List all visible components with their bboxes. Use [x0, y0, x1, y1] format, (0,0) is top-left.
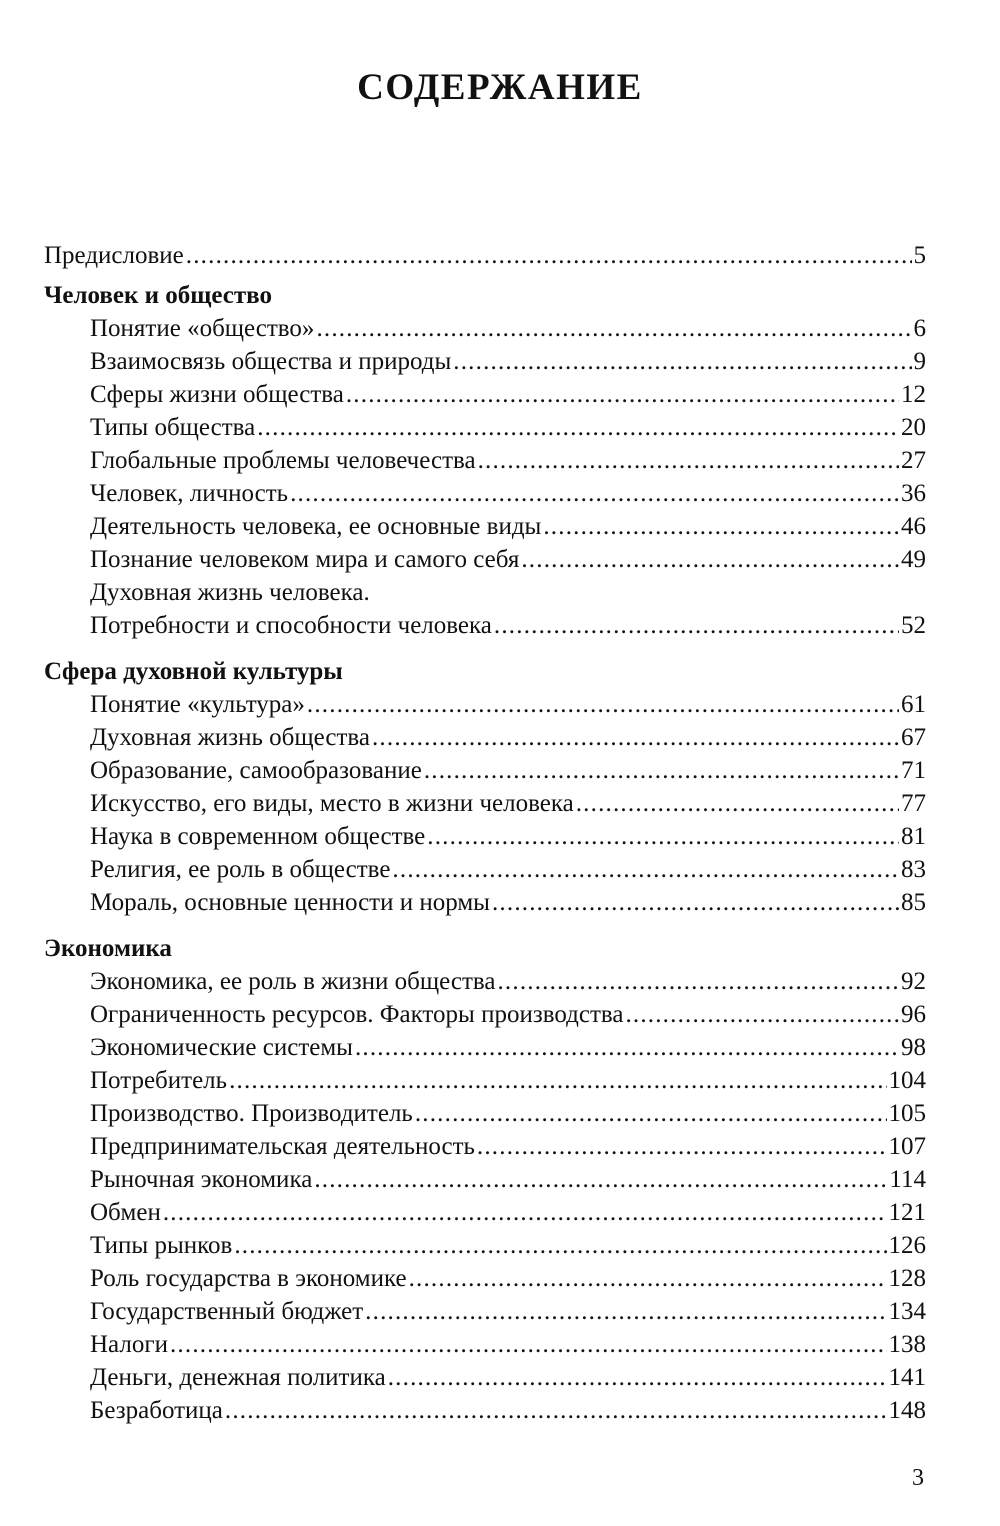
- dot-leader: [229, 1064, 886, 1097]
- toc-entry: [44, 477, 926, 510]
- toc-entry-page: 9: [913, 348, 926, 375]
- dot-leader: [477, 1130, 887, 1163]
- toc-entry: [44, 754, 926, 787]
- toc-entry-label: Глобальные проблемы человечества: [90, 447, 476, 474]
- toc-entry-page: 6: [913, 315, 926, 342]
- toc-entry-page: 46: [901, 513, 926, 540]
- toc-entry-preface: [44, 239, 926, 272]
- toc-entry-label: Экономические системы: [90, 1034, 353, 1061]
- toc-entry-label: Государственный бюджет: [90, 1298, 364, 1325]
- dot-leader: [625, 998, 899, 1031]
- dot-leader: [392, 853, 899, 886]
- toc-entry-page: 83: [901, 856, 926, 883]
- toc-entry: [44, 820, 926, 853]
- dot-leader: [424, 754, 899, 787]
- toc-entry: [44, 965, 926, 998]
- toc-entry-page: 5: [913, 242, 926, 269]
- dot-leader: [492, 886, 899, 919]
- page-title: СОДЕРЖАНИЕ: [357, 67, 643, 108]
- dot-leader: [346, 378, 899, 411]
- toc-entry-page: 98: [901, 1034, 926, 1061]
- toc-entry-page: 121: [888, 1199, 926, 1226]
- dot-leader: [355, 1031, 899, 1064]
- toc-entry-page: 92: [901, 968, 926, 995]
- toc-entry-page: 12: [901, 381, 926, 408]
- toc-entry-label: Образование, самообразование: [90, 757, 422, 784]
- toc-entry-page: 105: [888, 1100, 926, 1127]
- toc-entry: [44, 1361, 926, 1394]
- toc-entry: [44, 345, 926, 378]
- toc-entry-page: 126: [888, 1232, 926, 1259]
- section-heading: Экономика: [44, 935, 172, 962]
- toc-entry-label: Экономика, ее роль в жизни общества: [90, 968, 496, 995]
- toc-entry-label: Сферы жизни общества: [90, 381, 344, 408]
- dot-leader: [372, 721, 899, 754]
- toc-entry: [44, 1394, 926, 1427]
- toc-entry-label: Производство. Производитель: [90, 1100, 413, 1127]
- toc-entry-label: Деньги, денежная политика: [90, 1364, 386, 1391]
- dot-leader: [409, 1262, 887, 1295]
- dot-leader: [307, 688, 899, 721]
- toc-entry: [44, 1130, 926, 1163]
- toc-entry-page: 114: [889, 1166, 926, 1193]
- toc-entry-label: Человек, личность: [90, 480, 289, 507]
- toc-entry: [44, 411, 926, 444]
- toc-entry-page: 52: [901, 612, 926, 639]
- toc-entry-label: Налоги: [90, 1331, 168, 1358]
- toc-entry-page: 128: [888, 1265, 926, 1292]
- toc-entry-page: 148: [888, 1397, 926, 1424]
- dot-leader: [314, 1163, 887, 1196]
- toc-entry-label: Понятие «культура»: [90, 691, 305, 718]
- dot-leader: [543, 510, 899, 543]
- toc-entry: [44, 1229, 926, 1262]
- toc-entry-first-line: [44, 576, 926, 609]
- toc-entry-page: 85: [901, 889, 926, 916]
- toc-entry-page: 134: [888, 1298, 926, 1325]
- toc-entry-label: Рыночная экономика: [90, 1166, 313, 1193]
- table-of-contents: [44, 239, 926, 1427]
- dot-leader: [316, 312, 911, 345]
- dot-leader: [497, 965, 899, 998]
- toc-entry: [44, 853, 926, 886]
- toc-entry: [44, 378, 926, 411]
- toc-entry: [44, 312, 926, 345]
- toc-entry: [44, 1031, 926, 1064]
- toc-entry-label: Наука в современном обществе: [90, 823, 426, 850]
- dot-leader: [478, 444, 899, 477]
- toc-entry-label: Мораль, основные ценности и нормы: [90, 889, 490, 916]
- toc-entry-label: Безработица: [90, 1397, 223, 1424]
- toc-entry: [44, 444, 926, 477]
- toc-entry: [44, 1097, 926, 1130]
- toc-entry: [44, 1262, 926, 1295]
- toc-entry: [44, 886, 926, 919]
- toc-entry-page: 27: [901, 447, 926, 474]
- toc-entry: [44, 1064, 926, 1097]
- toc-entry-page: 49: [901, 546, 926, 573]
- dot-leader: [225, 1394, 887, 1427]
- toc-entry-label: Типы общества: [90, 414, 256, 441]
- toc-entry-page: 104: [888, 1067, 926, 1094]
- toc-entry-label: Типы рынков: [90, 1232, 233, 1259]
- section-heading: Человек и общество: [44, 282, 272, 309]
- toc-entry-page: 71: [901, 757, 926, 784]
- toc-entry-label: Предисловие: [44, 242, 184, 269]
- toc-entry-label: Обмен: [90, 1199, 161, 1226]
- toc-entry: [44, 510, 926, 543]
- toc-entry: [44, 609, 926, 642]
- page-number: 3: [912, 1465, 924, 1491]
- toc-entry-page: 141: [888, 1364, 926, 1391]
- toc-entry: [44, 1295, 926, 1328]
- toc-entry-label: Роль государства в экономике: [90, 1265, 407, 1292]
- toc-entry: [44, 1196, 926, 1229]
- dot-leader: [494, 609, 899, 642]
- toc-entry-label: Религия, ее роль в обществе: [90, 856, 391, 883]
- toc-entry-label: Предпринимательская деятельность: [90, 1133, 475, 1160]
- dot-leader: [290, 477, 899, 510]
- toc-entry-page: 81: [901, 823, 926, 850]
- dot-leader: [576, 787, 899, 820]
- toc-entry-page: 67: [901, 724, 926, 751]
- dot-leader: [163, 1196, 887, 1229]
- dot-leader: [388, 1361, 887, 1394]
- toc-entry: [44, 543, 926, 576]
- toc-entry-page: 96: [901, 1001, 926, 1028]
- toc-entry-label: Познание человеком мира и самого себя: [90, 546, 520, 573]
- toc-entry-page: 138: [888, 1331, 926, 1358]
- dot-leader: [186, 239, 912, 272]
- toc-entry-label: Духовная жизнь общества: [90, 724, 370, 751]
- toc-entry-page: 107: [888, 1133, 926, 1160]
- toc-entry-label: Деятельность человека, ее основные виды: [90, 513, 542, 540]
- toc-entry: [44, 998, 926, 1031]
- toc-entry-label: Духовная жизнь человека.: [90, 579, 370, 606]
- toc-entry: [44, 1163, 926, 1196]
- toc-entry-page: 77: [901, 790, 926, 817]
- toc-entry-label: Понятие «общество»: [90, 315, 315, 342]
- dot-leader: [257, 411, 899, 444]
- dot-leader: [427, 820, 899, 853]
- toc-entry: [44, 688, 926, 721]
- dot-leader: [453, 345, 911, 378]
- toc-entry-label: Потребности и способности человека: [90, 612, 492, 639]
- toc-entry-label: Потребитель: [90, 1067, 228, 1094]
- toc-entry: [44, 721, 926, 754]
- dot-leader: [365, 1295, 886, 1328]
- toc-entry-label: Ограниченность ресурсов. Факторы производства: [90, 1001, 624, 1028]
- dot-leader: [521, 543, 899, 576]
- dot-leader: [415, 1097, 887, 1130]
- toc-entry-page: 61: [901, 691, 926, 718]
- toc-entry: [44, 787, 926, 820]
- toc-entry-label: Искусство, его виды, место в жизни человека: [90, 790, 574, 817]
- dot-leader: [170, 1328, 887, 1361]
- toc-entry-page: 20: [901, 414, 926, 441]
- dot-leader: [234, 1229, 886, 1262]
- toc-entry: [44, 1328, 926, 1361]
- section-heading: Сфера духовной культуры: [44, 658, 343, 685]
- toc-entry-label: Взаимосвязь общества и природы: [90, 348, 452, 375]
- toc-entry-page: 36: [901, 480, 926, 507]
